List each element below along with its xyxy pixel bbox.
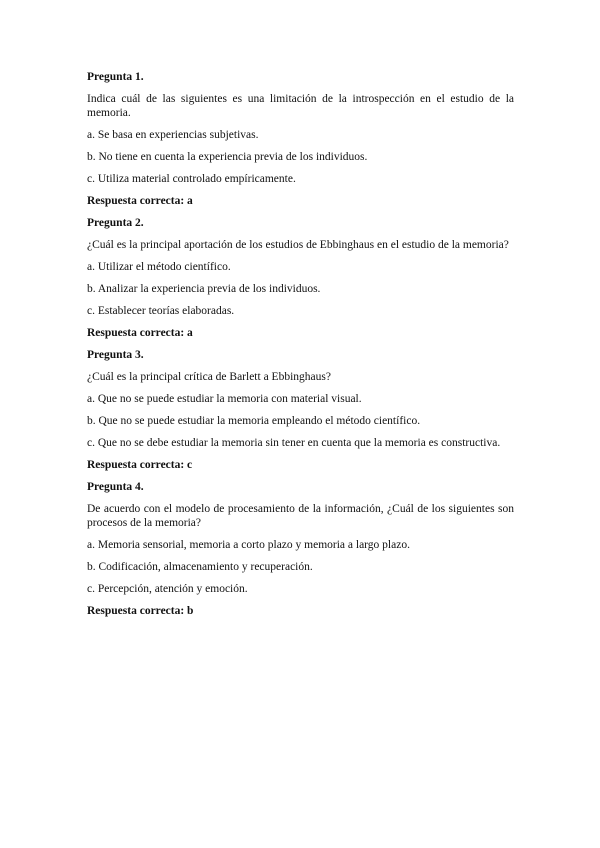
question-option: a. Que no se puede estudiar la memoria con material visual. [87, 393, 362, 405]
correct-answer: Respuesta correcta: a [87, 327, 193, 339]
question-4 [87, 480, 514, 618]
correct-answer: Respuesta correcta: b [87, 605, 194, 617]
question-1 [87, 70, 514, 208]
question-option: c. Percepción, atención y emoción. [87, 583, 248, 595]
question-option: b. Analizar la experiencia previa de los individuos. [87, 283, 321, 295]
question-text: Indica cuál de las siguientes es una limitación de la introspección en el estudio de la memoria. [87, 93, 514, 119]
question-3 [87, 348, 514, 472]
question-text: De acuerdo con el modelo de procesamiento de la información, ¿Cuál de los siguientes son procesos de la memoria? [87, 503, 514, 529]
question-title: Pregunta 1. [87, 71, 144, 83]
question-option: c. Establecer teorías elaboradas. [87, 305, 235, 317]
question-option: a. Se basa en experiencias subjetivas. [87, 129, 259, 141]
question-option: a. Memoria sensorial, memoria a corto plazo y memoria a largo plazo. [87, 539, 410, 551]
question-option: b. Codificación, almacenamiento y recuperación. [87, 561, 313, 573]
question-option: b. No tiene en cuenta la experiencia previa de los individuos. [87, 151, 368, 163]
question-option: a. Utilizar el método científico. [87, 261, 231, 273]
question-title: Pregunta 4. [87, 481, 144, 493]
question-text: ¿Cuál es la principal aportación de los estudios de Ebbinghaus en el estudio de la memoria? [87, 239, 509, 251]
correct-answer: Respuesta correcta: a [87, 195, 193, 207]
quiz-content [87, 70, 514, 626]
question-2 [87, 216, 514, 340]
correct-answer: Respuesta correcta: c [87, 459, 193, 471]
question-text: ¿Cuál es la principal crítica de Barlett a Ebbinghaus? [87, 371, 331, 383]
question-title: Pregunta 2. [87, 217, 144, 229]
question-option: b. Que no se puede estudiar la memoria empleando el método científico. [87, 415, 421, 427]
question-title: Pregunta 3. [87, 349, 144, 361]
question-option: c. Utiliza material controlado empíricamente. [87, 173, 296, 185]
question-option: c. Que no se debe estudiar la memoria sin tener en cuenta que la memoria es constructiva. [87, 437, 501, 449]
